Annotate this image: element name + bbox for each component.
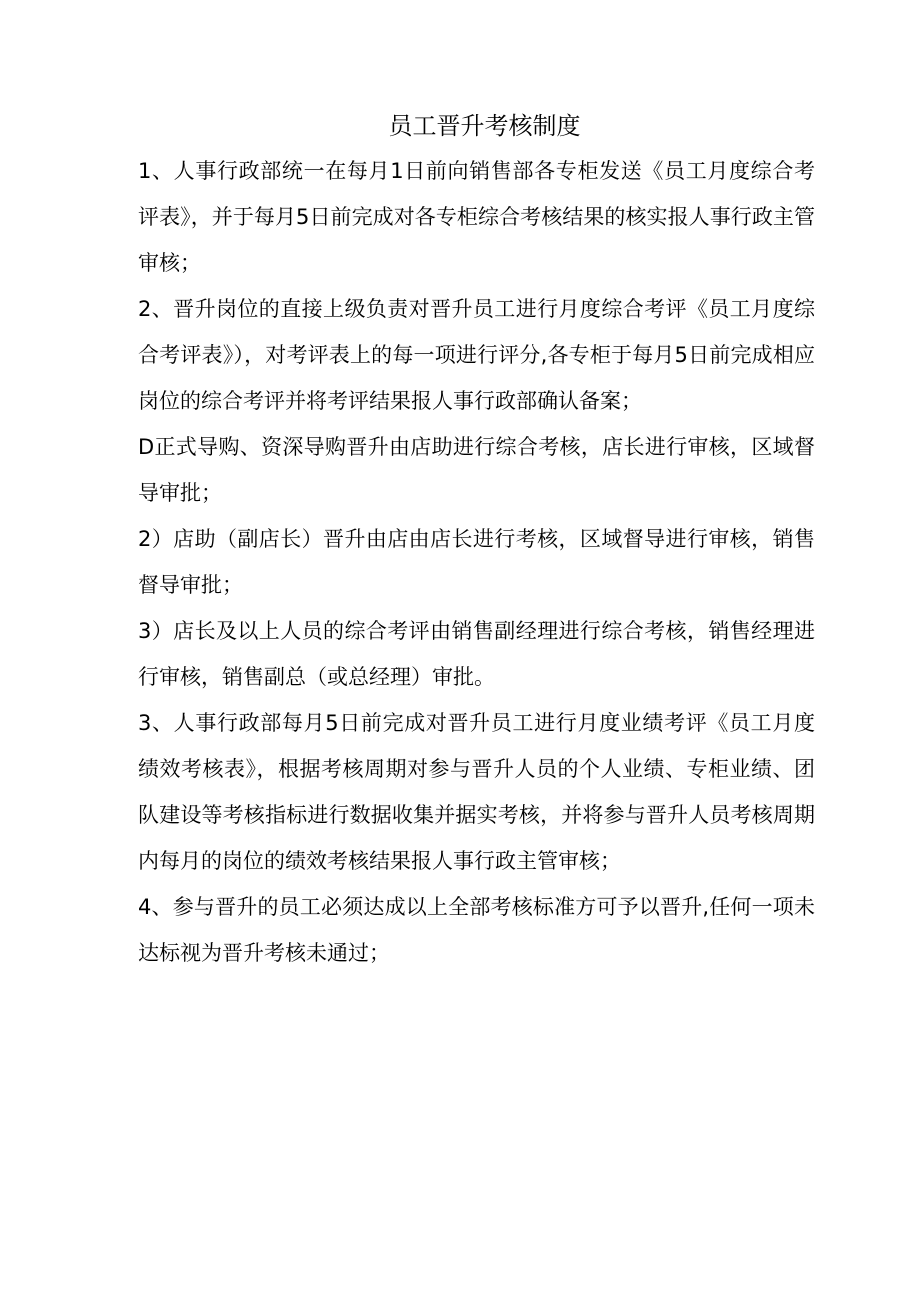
- paragraph-2-item-3: 3）店长及以上人员的综合考评由销售副经理进行综合考核，销售经理进行审核，销售副总（或总经理）审批。: [138, 619, 815, 689]
- page-title: 员工晋升考核制度: [388, 112, 581, 140]
- paragraph-3: 3、人事行政部每月5日前完成对晋升员工进行月度业绩考评《员工月度绩效考核表》，根据考核周期对参与晋升人员的个人业绩、专柜业绩、团队建设等考核指标进行数据收集并据实考核，并将参与晋升人员考核周期内每月的岗位的绩效考核结果报人事行政主管审核；: [138, 711, 815, 873]
- paragraph-2-item-1: D正式导购、资深导购晋升由店助进行综合考核，店长进行审核，区域督导审批；: [138, 435, 815, 505]
- paragraph-2: 2、晋升岗位的直接上级负责对晋升员工进行月度综合考评《员工月度综合考评表》），对考评表上的每一项进行评分,各专柜于每月5日前完成相应岗位的综合考评并将考评结果报人事行政部确认备案；: [138, 297, 815, 413]
- paragraph-2-item-2: 2）店助（副店长）晋升由店由店长进行考核，区域督导进行审核，销售督导审批；: [138, 527, 815, 597]
- paragraph-1: 1、人事行政部统一在每月1日前向销售部各专柜发送《员工月度综合考评表》，并于每月5日前完成对各专柜综合考核结果的核实报人事行政主管审核；: [138, 159, 815, 275]
- paragraph-4: 4、参与晋升的员工必须达成以上全部考核标准方可予以晋升,任何一项未达标视为晋升考核未通过；: [138, 895, 815, 965]
